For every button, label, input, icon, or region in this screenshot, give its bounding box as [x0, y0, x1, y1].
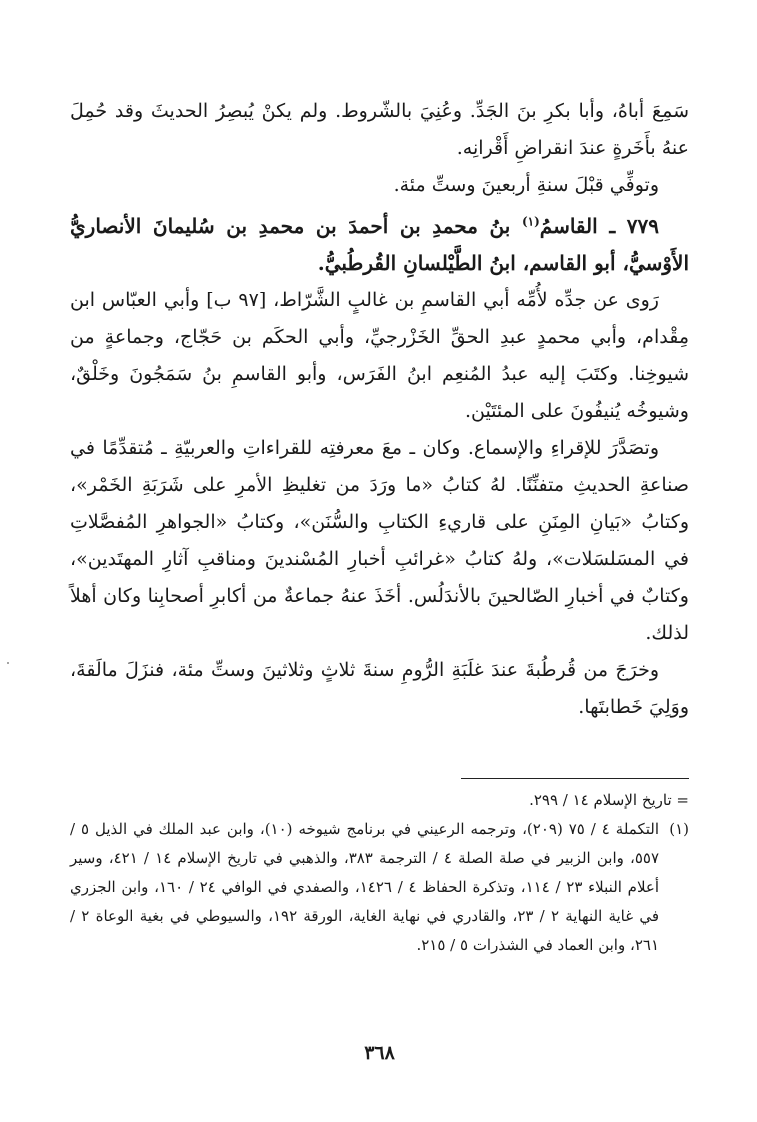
paragraph-5: وخرَجَ من قُرطُبةَ عندَ غلَبَةِ الرُّومِ سنةَ ثلاثٍ وثلاثينَ وستِّ مئة، فنزَلَ مالَقةَ، ووَلِيَ خَطابتَها. [70, 659, 689, 718]
page-number: ٣٦٨ [364, 1042, 395, 1064]
paragraph-4: وتصَدَّرَ للإقراءِ والإسماع. وكان ـ معَ معرفتِه للقراءاتِ والعربيّةِ ـ مُتقدِّمًا في صناعةِ الحديثِ متفنِّنًا. لهُ كتابُ «ما ورَدَ من تغليظِ الأمرِ على شَرَبَةِ الخَمْر»، وكتابُ «بَيانِ المِنَنِ على قاريءِ الكتابِ والسُّنَن»، وكتابُ «الجواهرِ المُفصَّلاتِ في المسَلسَلات»، ولهُ كتابُ «غرائبِ أخبارِ المُسْندينَ ومناقبِ آثارِ المهتَدين»، وكتابٌ في أخبارِ الصّالحينَ بالأندَلُس. أخَذَ عنهُ جماعةٌ من أكابرِ أصحابِنا وكان أهلاً لذلك. [70, 437, 689, 644]
paragraph-2: وتوفِّي قبْلَ سنةِ أربعينَ وستِّ مئة. [393, 174, 659, 196]
book-page [70, 0, 689, 1122]
footnotes [70, 786, 689, 960]
footnote-1-text: التكملة ٤ / ٧٥ (٢٠٩)، وترجمه الرعيني في برنامج شيوخه (١٠)، وابن عبد الملك في الذيل ٥ / ٥٥٧، وابن الزبير في صلة الصلة ٤ / الترجمة ٣٨٣، والذهبي في تاريخ الإسلام ١٤ / ٤٢١، وسير أعلام النبلاء ٢٣ / ١١٤، وتذكرة الحفاظ ٤ / ١٤٢٦، والصفدي في الوافي ٢٤ / ١٦٠، وابن الجزري في غاية النهاية ٢ / ٢٣، والقادري في نهاية الغاية، الورقة ١٩٢، والسيوطي في بغية الوعاة ٢ / ٢٦١، وابن العماد في الشذرات ٥ / ٢١٥. [70, 820, 660, 954]
entry-heading [70, 208, 689, 282]
entry-name: القاسمُ [539, 214, 598, 238]
footnote-1 [70, 815, 689, 960]
footnote-separator [461, 778, 689, 779]
footnote-1-number: (١) [669, 820, 690, 838]
entry-number: ٧٧٩ ـ [609, 214, 660, 238]
scan-speck [7, 662, 9, 664]
entry-lineage: بنُ محمدِ بن أحمدَ بن محمدِ بن سُليمانَ الأنصاريُّ الأَوْسيُّ، أبو القاسم، ابنُ الطَّيْلسانِ القُرطُبيُّ. [70, 214, 689, 275]
footnote-continuation: = تاريخ الإسلام ١٤ / ٢٩٩. [529, 791, 689, 809]
paragraph-3: رَوى عن جدِّه لأُمِّه أبي القاسمِ بن غالبٍ الشَّرّاط، [٩٧ ب] وأبي العبّاس ابن مِقْدام، وأبي محمدٍ عبدِ الحقِّ الخَزْرجيِّ، وأبي الحكَم بن حَجّاج، وجماعةٍ من شيوخِنا. وكتَبَ إليه عبدُ المُنعِم ابنُ الفَرَس، وأبو القاسمِ بنُ سَمَجُونَ وخَلْقٌ، وشيوخُه يُنيفُونَ على المئتَيْن. [70, 289, 689, 422]
paragraph-1: سَمِعَ أباهُ، وأبا بكرِ بنَ الجَدِّ. وعُنِيَ بالشّروط. ولم يكنْ يُبصِرُ الحديثَ وقد حُمِلَ عنهُ بأَخَرةٍ عندَ انقراضِ أَقْرانِه. [70, 100, 689, 159]
footnote-reference[interactable]: (١) [521, 214, 540, 229]
main-text [70, 93, 689, 726]
